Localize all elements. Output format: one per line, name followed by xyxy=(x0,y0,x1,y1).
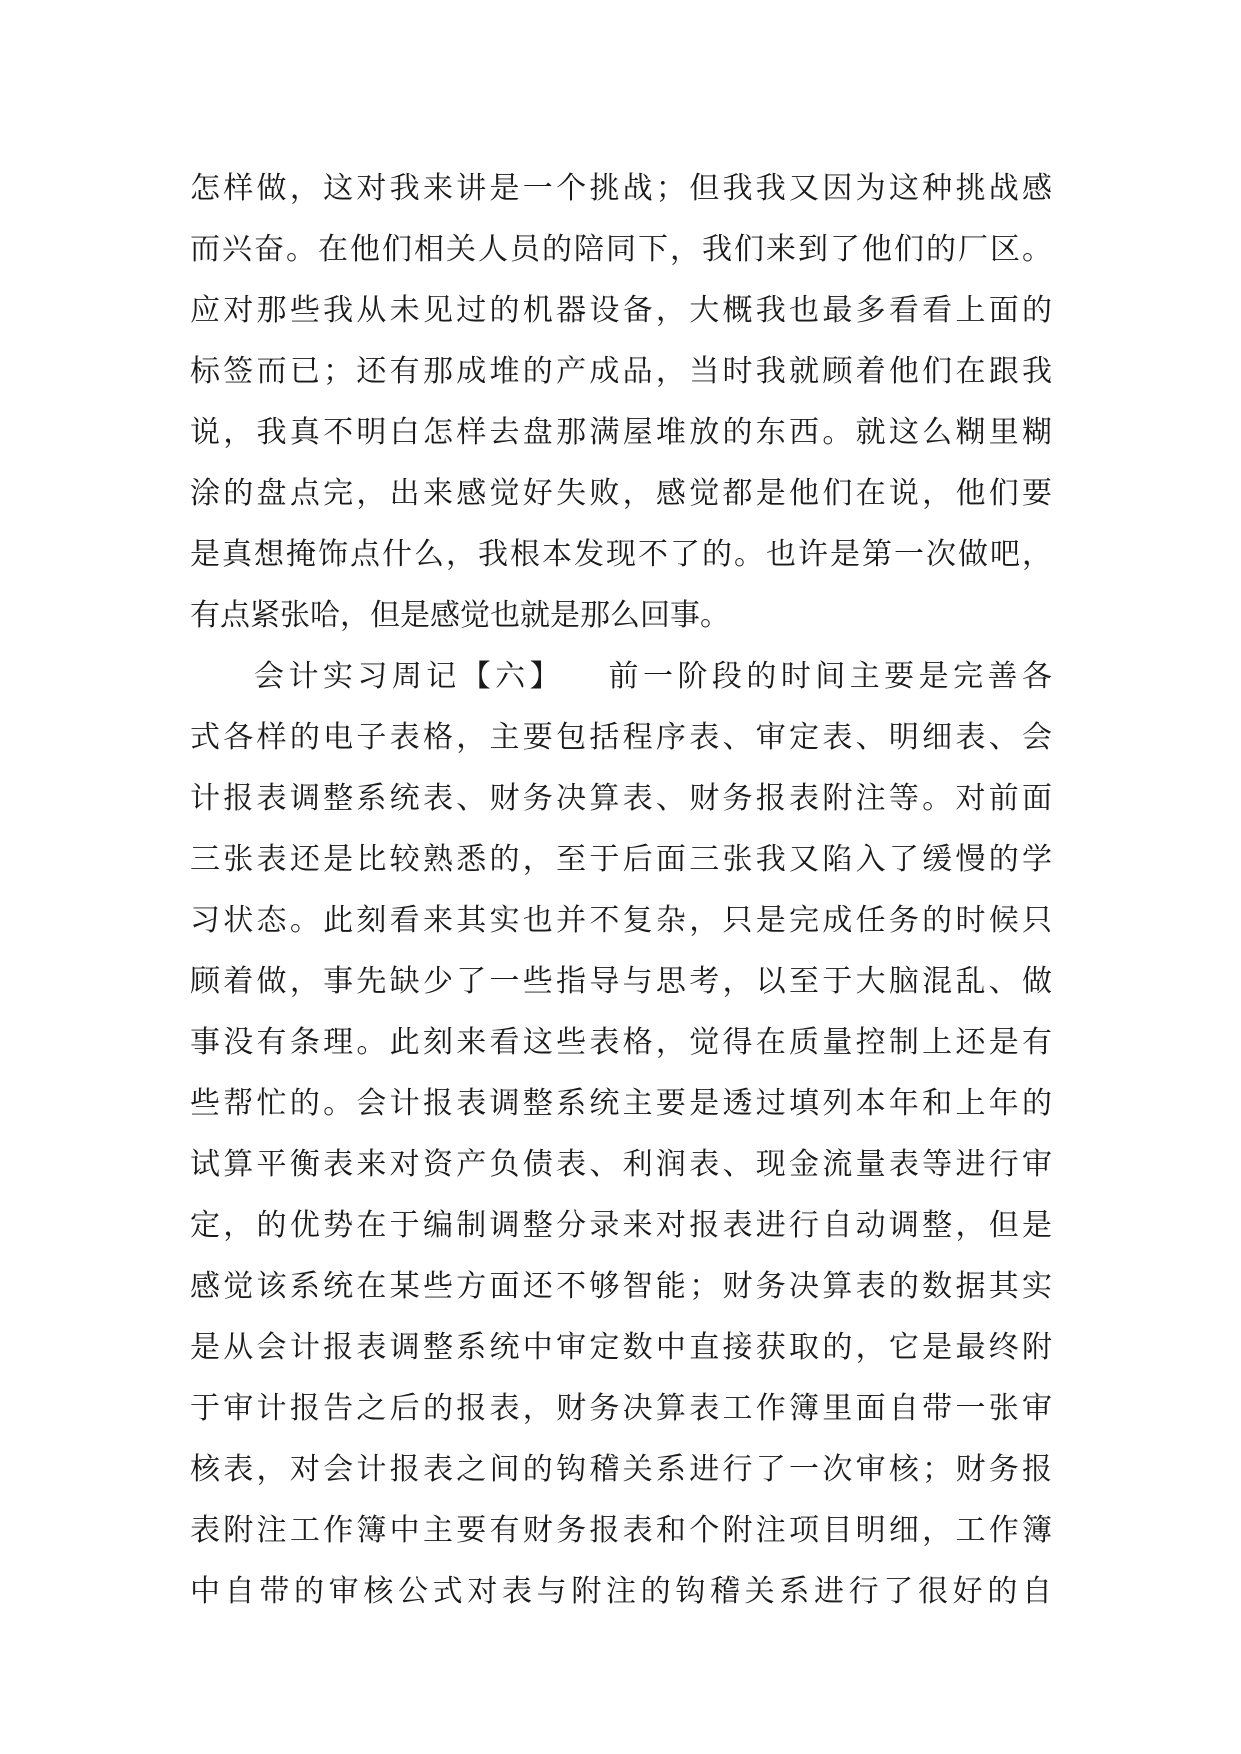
text-line: 核表，对会计报表之间的钩稽关系进行了一次审核；财务报 xyxy=(190,1452,1052,1487)
text-line: 有点紧张哈，但是感觉也就是那么回事。 xyxy=(190,598,730,633)
text-line: 是从会计报表调整系统中审定数中直接获取的，它是最终附 xyxy=(190,1330,1052,1365)
text-line: 而兴奋。在他们相关人员的陪同下，我们来到了他们的厂区。 xyxy=(190,232,1052,267)
text-line: 定，的优势在于编制调整分录来对报表进行自动调整，但是 xyxy=(190,1208,1052,1243)
text-line: 应对那些我从未见过的机器设备，大概我也最多看看上面的 xyxy=(190,293,1052,328)
text-line: 式各样的电子表格，主要包括程序表、审定表、明细表、会 xyxy=(190,720,1052,755)
text-line: 试算平衡表来对资产负债表、利润表、现金流量表等进行审 xyxy=(190,1147,1052,1182)
text-line: 涂的盘点完，出来感觉好失败，感觉都是他们在说，他们要 xyxy=(190,476,1052,511)
text-line: 标签而已；还有那成堆的产成品，当时我就顾着他们在跟我 xyxy=(190,354,1052,389)
text-line: 表附注工作簿中主要有财务报表和个附注项目明细，工作簿 xyxy=(190,1513,1052,1548)
text-line: 三张表还是比较熟悉的，至于后面三张我又陷入了缓慢的学 xyxy=(190,842,1052,877)
text-line: 于审计报告之后的报表，财务决算表工作簿里面自带一张审 xyxy=(190,1391,1052,1426)
text-line: 怎样做，这对我来讲是一个挑战；但我我又因为这种挑战感 xyxy=(190,171,1052,206)
text-line: 计报表调整系统表、财务决算表、财务报表附注等。对前面 xyxy=(190,781,1052,816)
text-line: 些帮忙的。会计报表调整系统主要是透过填列本年和上年的 xyxy=(190,1086,1052,1121)
text-line: 说，我真不明白怎样去盘那满屋堆放的东西。就这么糊里糊 xyxy=(190,415,1052,450)
paragraph-continuation xyxy=(190,158,1052,646)
text-line: 是真想掩饰点什么，我根本发现不了的。也许是第一次做吧， xyxy=(190,537,1052,572)
text-line: 习状态。此刻看来其实也并不复杂，只是完成任务的时候只 xyxy=(190,903,1052,938)
text-line: 事没有条理。此刻来看这些表格，觉得在质量控制上还是有 xyxy=(190,1025,1052,1060)
text-line: 顾着做，事先缺少了一些指导与思考，以至于大脑混乱、做 xyxy=(190,964,1052,999)
journal-heading: 会计实习周记【六】 xyxy=(254,659,565,694)
text-line-first xyxy=(190,646,1052,707)
text-line: 感觉该系统在某些方面还不够智能；财务决算表的数据其实 xyxy=(190,1269,1052,1304)
text-line: 中自带的审核公式对表与附注的钩稽关系进行了很好的自 xyxy=(190,1574,1052,1609)
document-body xyxy=(190,158,1052,1622)
paragraph-journal-week-six xyxy=(190,646,1052,1622)
first-line-text: 前一阶段的时间主要是完善各 xyxy=(604,659,1052,694)
